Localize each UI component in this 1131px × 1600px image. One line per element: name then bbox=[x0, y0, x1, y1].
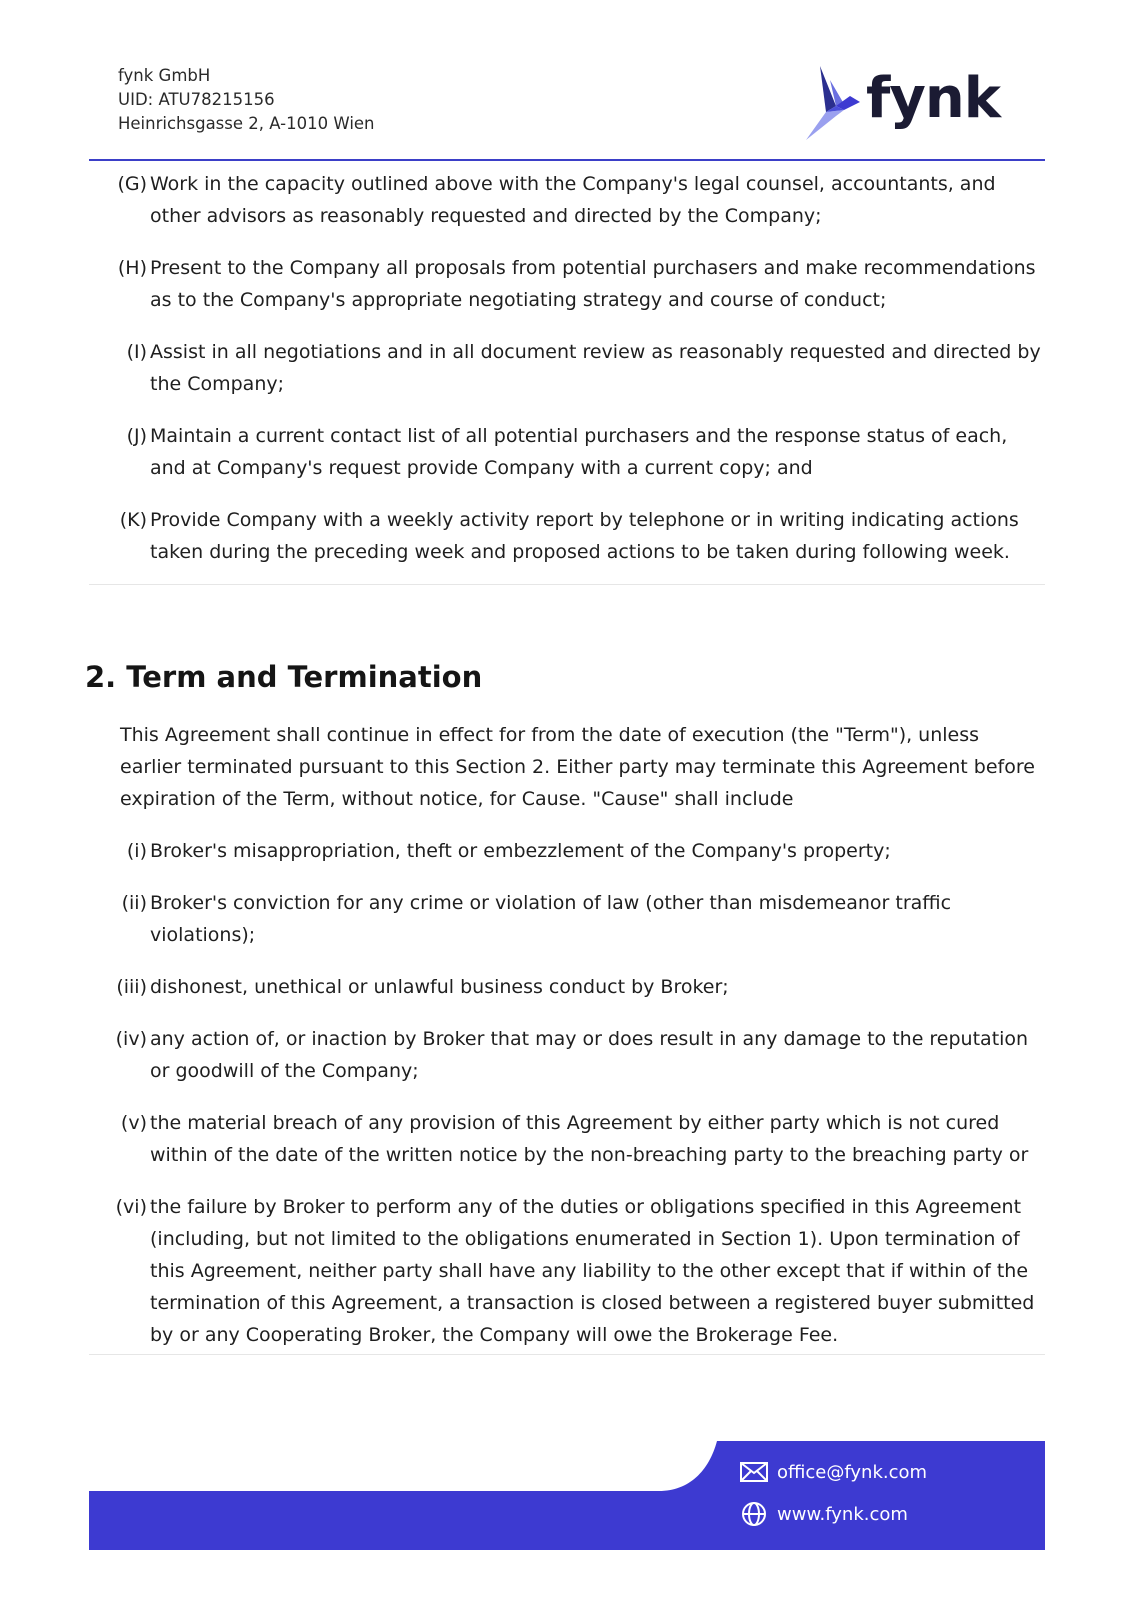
causes-list bbox=[110, 835, 1046, 1371]
list-marker: (vi) bbox=[115, 1196, 147, 1218]
list-text: the material breach of any provision of this Agreement by either party which is not cured within of the date of the written notice by the non-breaching party to the breaching party or bbox=[150, 1112, 1029, 1166]
company-name: fynk GmbH bbox=[118, 66, 211, 85]
logo-wordmark: fynk bbox=[866, 66, 1000, 131]
list-text: Broker's misappropriation, theft or embezzlement of the Company's property; bbox=[150, 840, 891, 862]
list-text: Work in the capacity outlined above with the Company's legal counsel, accountants, and other advisors as reasonably requested and directed by the Company; bbox=[150, 173, 996, 227]
list-text: Assist in all negotiations and in all document review as reasonably requested and directed by the Company; bbox=[150, 341, 1041, 395]
footer-website-text[interactable]: www.fynk.com bbox=[777, 1503, 908, 1525]
list-text: Maintain a current contact list of all potential purchasers and the response status of each, and at Company's request provide Company with a current copy; and bbox=[150, 425, 1008, 479]
section-divider bbox=[89, 584, 1045, 585]
duties-list bbox=[110, 168, 1046, 588]
list-marker: (J) bbox=[126, 425, 147, 447]
bird-logo-icon bbox=[806, 66, 868, 142]
company-info bbox=[118, 64, 375, 136]
header-divider bbox=[89, 159, 1045, 161]
company-address: Heinrichsgasse 2, A-1010 Wien bbox=[118, 114, 375, 133]
footer-email[interactable] bbox=[739, 1457, 927, 1487]
page-header bbox=[0, 0, 1131, 162]
list-marker: (ii) bbox=[121, 892, 147, 914]
list-item bbox=[110, 252, 1046, 316]
list-item bbox=[110, 1107, 1046, 1171]
list-marker: (i) bbox=[126, 840, 147, 862]
list-marker: (v) bbox=[120, 1112, 147, 1134]
list-item bbox=[110, 168, 1046, 232]
list-marker: (H) bbox=[117, 257, 147, 279]
list-item bbox=[110, 420, 1046, 484]
section-title: 2. Term and Termination bbox=[85, 660, 483, 694]
list-item bbox=[110, 1023, 1046, 1087]
list-text: Provide Company with a weekly activity report by telephone or in writing indicating actions taken during the preceding week and proposed actions to be taken during following week. bbox=[150, 509, 1019, 563]
globe-icon bbox=[739, 1499, 769, 1529]
list-item bbox=[110, 1191, 1046, 1351]
list-text: dishonest, unethical or unlawful business conduct by Broker; bbox=[150, 976, 729, 998]
list-item bbox=[110, 336, 1046, 400]
list-text: any action of, or inaction by Broker that may or does result in any damage to the reputation or goodwill of the Company; bbox=[150, 1028, 1029, 1082]
list-marker: (K) bbox=[119, 509, 147, 531]
list-item bbox=[110, 835, 1046, 867]
list-marker: (iii) bbox=[116, 976, 147, 998]
list-text: Present to the Company all proposals from potential purchasers and make recommendations as to the Company's appropriate negotiating strategy and course of conduct; bbox=[150, 257, 1036, 311]
list-marker: (iv) bbox=[115, 1028, 147, 1050]
list-item bbox=[110, 504, 1046, 568]
list-text: Broker's conviction for any crime or violation of law (other than misdemeanor traffic violations); bbox=[150, 892, 952, 946]
list-marker: (I) bbox=[126, 341, 147, 363]
list-marker: (G) bbox=[117, 173, 147, 195]
footer-email-text[interactable]: office@fynk.com bbox=[777, 1461, 928, 1483]
list-text: the failure by Broker to perform any of the duties or obligations specified in this Agreement (including, but not limited to the obligations enumerated in Section 1). Upon termination of this Agreement, neither party shall have any liability to the other except that if within of the termination of this Agreement, a transaction is closed between a registered buyer submitted by or any Cooperating Broker, the Company will owe the Brokerage Fee. bbox=[150, 1196, 1035, 1346]
fynk-logo bbox=[806, 62, 1006, 142]
list-item bbox=[110, 971, 1046, 1003]
company-uid: UID: ATU78215156 bbox=[118, 90, 275, 109]
envelope-icon bbox=[739, 1457, 769, 1487]
section-intro: This Agreement shall continue in effect for from the date of execution (the "Term"), unless earlier terminated pursuant to this Section 2. Either party may terminate this Agreement before expiration of the Term, without notice, for Cause. "Cause" shall include bbox=[120, 724, 1035, 810]
section-divider bbox=[89, 1354, 1045, 1355]
footer-website[interactable] bbox=[739, 1499, 908, 1529]
list-item bbox=[110, 887, 1046, 951]
page-footer bbox=[89, 1441, 1045, 1550]
